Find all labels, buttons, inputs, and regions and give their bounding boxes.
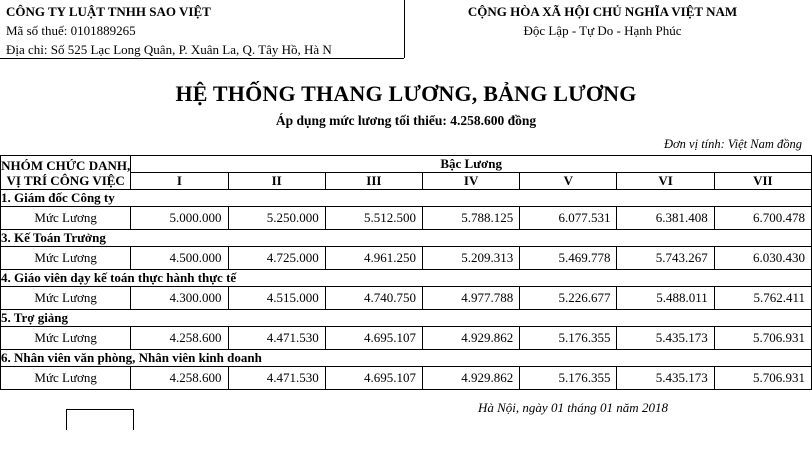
company-tax-code: Mã số thuế: 0101889265	[6, 23, 136, 38]
cell-value: 4.695.107	[325, 327, 422, 350]
cell-value: 5.706.931	[714, 327, 811, 350]
cell-value: 4.515.000	[228, 287, 325, 310]
cell-value: 5.469.778	[520, 247, 617, 270]
national-motto: Độc Lập - Tự Do - Hạnh Phúc	[523, 23, 682, 38]
header-vertical-divider	[404, 0, 405, 58]
cell-value: 5.762.411	[714, 287, 811, 310]
group-title: 6. Nhân viên văn phòng, Nhân viên kinh doanh	[1, 350, 812, 367]
table-row	[1, 310, 812, 327]
cell-value: 4.740.750	[325, 287, 422, 310]
cell-value: 5.512.500	[325, 207, 422, 230]
header-level-2: II	[228, 173, 325, 190]
row-label: Mức Lương	[1, 287, 131, 310]
cell-value: 4.695.107	[325, 367, 422, 390]
table-row	[1, 270, 812, 287]
page-subtitle: Áp dụng mức lương tối thiểu: 4.258.600 đồng	[275, 113, 537, 128]
signature-place-date: Hà Nội, ngày 01 tháng 01 năm 2018	[478, 400, 668, 415]
header-level-7: VII	[714, 173, 811, 190]
document-footer	[0, 390, 812, 430]
header-level-6: VI	[617, 173, 714, 190]
currency-unit-note: Đơn vị tính: Việt Nam đồng	[663, 137, 802, 151]
cell-value: 5.743.267	[617, 247, 714, 270]
cell-value: 5.435.173	[617, 367, 714, 390]
table-row	[1, 207, 812, 230]
cell-value: 4.929.862	[423, 367, 520, 390]
table-row	[1, 327, 812, 350]
national-title: CỘNG HÒA XÃ HỘI CHỦ NGHĨA VIỆT NAM	[467, 4, 738, 19]
table-row	[1, 247, 812, 270]
company-info-block	[0, 3, 405, 59]
cell-value: 4.258.600	[131, 327, 228, 350]
cell-value: 4.300.000	[131, 287, 228, 310]
cell-value: 4.977.788	[423, 287, 520, 310]
cell-value: 4.500.000	[131, 247, 228, 270]
cell-value: 5.209.313	[423, 247, 520, 270]
cell-value: 6.381.408	[617, 207, 714, 230]
row-label: Mức Lương	[1, 207, 131, 230]
page-title: HỆ THỐNG THANG LƯƠNG, BẢNG LƯƠNG	[175, 81, 637, 106]
cell-value: 5.788.125	[423, 207, 520, 230]
header-job-group	[1, 156, 131, 190]
cell-value: 5.000.000	[131, 207, 228, 230]
header-level-1: I	[131, 173, 228, 190]
header-salary-levels: Bậc Lương	[131, 156, 812, 173]
cell-value: 4.961.250	[325, 247, 422, 270]
row-label: Mức Lương	[1, 247, 131, 270]
table-row	[1, 367, 812, 390]
group-title: 4. Giáo viên dạy kế toán thực hành thực tế	[1, 270, 812, 287]
company-name: CÔNG TY LUẬT TNHH SAO VIỆT	[6, 4, 211, 19]
title-block	[0, 81, 812, 129]
cell-value: 4.471.530	[228, 367, 325, 390]
cell-value: 5.226.677	[520, 287, 617, 310]
group-title: 1. Giám đốc Công ty	[1, 190, 812, 207]
cell-value: 5.250.000	[228, 207, 325, 230]
table-row	[1, 190, 812, 207]
cell-value: 5.706.931	[714, 367, 811, 390]
table-row	[1, 350, 812, 367]
header-level-4: IV	[423, 173, 520, 190]
header-level-3: III	[325, 173, 422, 190]
cell-value: 5.488.011	[617, 287, 714, 310]
cell-value: 4.725.000	[228, 247, 325, 270]
salary-scale-table	[0, 155, 812, 390]
header-level-5: V	[520, 173, 617, 190]
cell-value: 6.700.478	[714, 207, 811, 230]
cell-value: 5.435.173	[617, 327, 714, 350]
table-row	[1, 287, 812, 310]
header-job-group-line2: VỊ TRÍ CÔNG VIỆC	[6, 172, 125, 188]
row-label: Mức Lương	[1, 327, 131, 350]
national-motto-block	[405, 3, 812, 40]
cell-value: 4.471.530	[228, 327, 325, 350]
cell-value: 6.030.430	[714, 247, 811, 270]
header-horizontal-divider	[0, 58, 404, 59]
table-header-row-1	[1, 156, 812, 173]
company-address: Địa chỉ: Số 525 Lạc Long Quân, P. Xuân La, Q. Tây Hồ, Hà N	[6, 42, 332, 57]
cell-value: 5.176.355	[520, 367, 617, 390]
group-title: 5. Trợ giảng	[1, 310, 812, 327]
footer-empty-cell	[66, 409, 134, 430]
cell-value: 5.176.355	[520, 327, 617, 350]
cell-value: 6.077.531	[520, 207, 617, 230]
group-title: 3. Kế Toán Trưởng	[1, 230, 812, 247]
document-header	[0, 0, 812, 59]
table-row	[1, 230, 812, 247]
cell-value: 4.258.600	[131, 367, 228, 390]
row-label: Mức Lương	[1, 367, 131, 390]
cell-value: 4.929.862	[423, 327, 520, 350]
header-job-group-line1: NHÓM CHỨC DANH,	[1, 157, 131, 173]
